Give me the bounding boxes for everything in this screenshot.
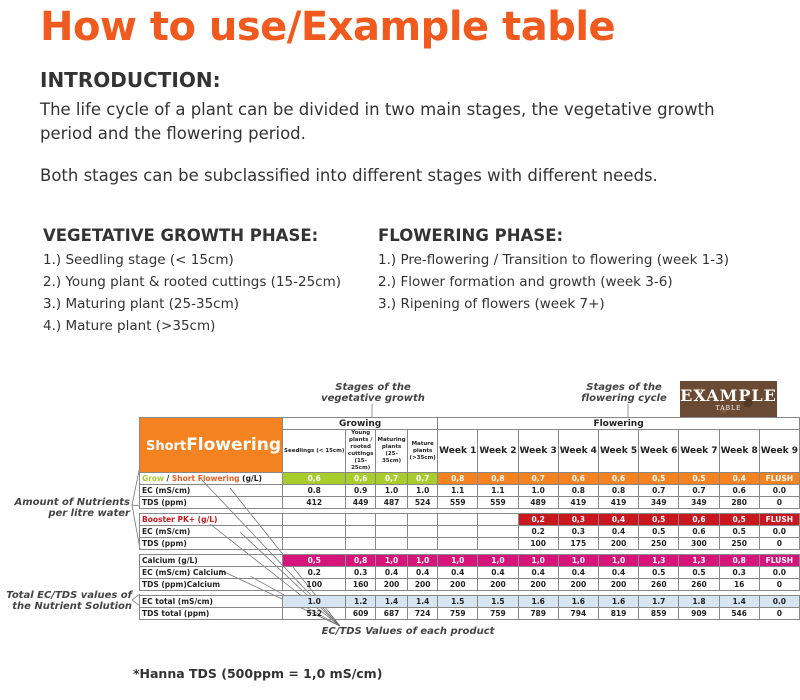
- brand-flowering: Flowering: [186, 435, 282, 455]
- grow-tds-cell: 349: [679, 497, 719, 509]
- badge-subtitle: TABLE: [715, 405, 742, 412]
- calcium-ec-row: [140, 567, 800, 579]
- calcium-tds-cell: 200: [408, 579, 438, 591]
- calcium-tds-cell: 260: [639, 579, 679, 591]
- calcium-tds-cell: 200: [598, 579, 638, 591]
- calcium-ec-cell: 0.4: [438, 567, 478, 579]
- grow-tds-cell: 487: [375, 497, 407, 509]
- booster-ec-cell: [408, 526, 438, 538]
- total-tds-cell: 789: [518, 608, 558, 620]
- note-amount-nutrients: Amount of Nutrients per litre water: [14, 497, 130, 519]
- calcium-dose-cell: 1,0: [438, 555, 478, 567]
- calcium-dose-cell: 1,0: [375, 555, 407, 567]
- col-header-veg: Young plants / rooted cuttings (15-25cm): [346, 430, 376, 473]
- total-tds-cell: 759: [438, 608, 478, 620]
- total-tds-label: TDS total (ppm): [140, 608, 283, 620]
- brand-short: Short: [146, 439, 187, 454]
- col-header-week: Week 1: [438, 430, 478, 473]
- booster-dose-cell: [346, 514, 376, 526]
- calcium-ec-cell: 0.2: [283, 567, 346, 579]
- booster-tds-cell: 100: [518, 538, 558, 550]
- grow-dose-cell: 0,4: [719, 473, 759, 485]
- grow-tds-cell: 0: [759, 497, 799, 509]
- note-flowering-stages: Stages of the flowering cycle: [581, 382, 667, 404]
- calcium-tds-cell: 200: [375, 579, 407, 591]
- col-header-veg: Maturing plants (25-35cm): [375, 430, 407, 473]
- calcium-dose-cell: 1,0: [598, 555, 638, 567]
- booster-ec-cell: [283, 526, 346, 538]
- calcium-ec-cell: 0.3: [346, 567, 376, 579]
- brand-logo: [140, 418, 283, 473]
- calcium-dose-row: [140, 555, 800, 567]
- booster-tds-cell: [283, 538, 346, 550]
- booster-dose-cell: [408, 514, 438, 526]
- booster-ec-cell: [478, 526, 518, 538]
- grow-label-grow: Grow: [142, 474, 164, 483]
- total-tds-cell: 724: [408, 608, 438, 620]
- grow-ec-cell: 1.1: [478, 485, 518, 497]
- booster-tds-cell: [346, 538, 376, 550]
- total-tds-cell: 687: [375, 608, 407, 620]
- calcium-dose-cell: 1,0: [478, 555, 518, 567]
- col-header-veg: Seedlings (< 15cm): [283, 430, 346, 473]
- note-ec-tds-each: EC/TDS Values of each product: [321, 626, 495, 637]
- grow-ec-cell: 0.8: [558, 485, 598, 497]
- booster-tds-cell: 250: [719, 538, 759, 550]
- grow-ec-cell: 0.7: [679, 485, 719, 497]
- intro-paragraph-1: The life cycle of a plant can be divided in two main stages, the vegetative growth period and the flowering period.: [40, 100, 715, 143]
- grow-label-short: Short Flowering: [171, 474, 240, 483]
- col-header-week: Week 4: [558, 430, 598, 473]
- footnote: *Hanna TDS (500ppm = 1,0 mS/cm): [133, 666, 383, 681]
- total-ec-cell: 1.5: [478, 596, 518, 608]
- booster-tds-cell: [438, 538, 478, 550]
- total-ec-row: [140, 596, 800, 608]
- booster-ec-cell: 0.3: [558, 526, 598, 538]
- col-header-week: Week 6: [639, 430, 679, 473]
- total-ec-cell: 1.6: [598, 596, 638, 608]
- calcium-tds-row: [140, 579, 800, 591]
- booster-dose-cell: FLUSH: [759, 514, 799, 526]
- grow-dose-cell: 0,8: [478, 473, 518, 485]
- total-ec-cell: 1.4: [408, 596, 438, 608]
- booster-dose-cell: 0,6: [679, 514, 719, 526]
- vegetative-heading: VEGETATIVE GROWTH PHASE:: [43, 226, 319, 245]
- grow-dose-cell: 0,7: [375, 473, 407, 485]
- total-tds-cell: 794: [558, 608, 598, 620]
- grow-ec-cell: 1.0: [408, 485, 438, 497]
- total-ec-cell: 1.0: [283, 596, 346, 608]
- calcium-tds-cell: 200: [518, 579, 558, 591]
- badge-title: EXAMPLE: [680, 386, 777, 405]
- calcium-ec-cell: 0.4: [478, 567, 518, 579]
- example-table: [139, 417, 800, 620]
- total-ec-cell: 1.6: [558, 596, 598, 608]
- total-tds-row: [140, 608, 800, 620]
- total-tds-cell: 909: [679, 608, 719, 620]
- grow-dose-row: [140, 473, 800, 485]
- calcium-tds-cell: 16: [719, 579, 759, 591]
- grow-tds-cell: 349: [639, 497, 679, 509]
- booster-tds-row: [140, 538, 800, 550]
- grow-ec-cell: 0.6: [719, 485, 759, 497]
- calcium-dose-cell: 1,0: [408, 555, 438, 567]
- grow-dose-cell: 0,7: [408, 473, 438, 485]
- booster-ec-cell: 0.2: [518, 526, 558, 538]
- grow-ec-cell: 0.0: [759, 485, 799, 497]
- total-ec-cell: 1.6: [518, 596, 558, 608]
- booster-tds-cell: [478, 538, 518, 550]
- booster-ec-row: [140, 526, 800, 538]
- total-tds-cell: 859: [639, 608, 679, 620]
- booster-ec-cell: 0.5: [719, 526, 759, 538]
- calcium-ec-label: EC (mS/cm) Calcium: [140, 567, 283, 579]
- grow-dose-cell: 0,6: [283, 473, 346, 485]
- grow-tds-cell: 489: [518, 497, 558, 509]
- grow-ec-row: [140, 485, 800, 497]
- booster-dose-cell: [478, 514, 518, 526]
- grow-dose-cell: 0,6: [598, 473, 638, 485]
- booster-dose-label: Booster PK+ (g/L): [140, 514, 283, 526]
- col-header-week: Week 7: [679, 430, 719, 473]
- total-ec-cell: 1.4: [719, 596, 759, 608]
- calcium-dose-cell: FLUSH: [759, 555, 799, 567]
- grow-tds-cell: 280: [719, 497, 759, 509]
- intro-heading: INTRODUCTION:: [40, 68, 221, 92]
- total-tds-cell: 609: [346, 608, 376, 620]
- col-header-week: Week 3: [518, 430, 558, 473]
- calcium-tds-cell: 200: [558, 579, 598, 591]
- total-ec-cell: 1.8: [679, 596, 719, 608]
- grow-label-sep: /: [163, 474, 172, 483]
- note-vegetative-stages: Stages of the vegetative growth: [321, 382, 425, 404]
- grow-ec-cell: 1.0: [375, 485, 407, 497]
- booster-tds-cell: 0: [759, 538, 799, 550]
- note-total-ec-tds: Total EC/TDS values of the Nutrient Solution: [6, 590, 132, 612]
- col-header-week: Week 9: [759, 430, 799, 473]
- grow-ec-cell: 1.1: [438, 485, 478, 497]
- flowering-item: 2.) Flower formation and growth (week 3-6): [378, 274, 673, 290]
- grow-tds-label: TDS (ppm): [140, 497, 283, 509]
- calcium-ec-cell: 0.5: [679, 567, 719, 579]
- booster-dose-cell: 0,4: [598, 514, 638, 526]
- calcium-tds-cell: 200: [478, 579, 518, 591]
- booster-dose-cell: 0,3: [558, 514, 598, 526]
- booster-ec-cell: 0.5: [639, 526, 679, 538]
- grow-dose-cell: FLUSH: [759, 473, 799, 485]
- booster-dose-cell: 0,2: [518, 514, 558, 526]
- grow-dose-cell: 0,6: [558, 473, 598, 485]
- calcium-ec-cell: 0.4: [408, 567, 438, 579]
- flowering-item: 1.) Pre-flowering / Transition to flowering (week 1-3): [378, 252, 730, 268]
- booster-ec-cell: [375, 526, 407, 538]
- grow-tds-row: [140, 497, 800, 509]
- booster-tds-cell: 200: [598, 538, 638, 550]
- vegetative-item: 3.) Maturing plant (25-35cm): [43, 296, 239, 312]
- calcium-dose-cell: 1,3: [639, 555, 679, 567]
- total-tds-cell: 759: [478, 608, 518, 620]
- booster-ec-cell: 0.0: [759, 526, 799, 538]
- total-ec-cell: 1.7: [639, 596, 679, 608]
- grow-tds-cell: 449: [346, 497, 376, 509]
- grow-dose-label: [140, 473, 283, 485]
- vegetative-item: 4.) Mature plant (>35cm): [43, 318, 216, 334]
- grow-dose-cell: 0,5: [639, 473, 679, 485]
- col-header-week: Week 5: [598, 430, 638, 473]
- booster-dose-row: [140, 514, 800, 526]
- calcium-tds-cell: 260: [679, 579, 719, 591]
- calcium-tds-cell: 200: [438, 579, 478, 591]
- grow-tds-cell: 524: [408, 497, 438, 509]
- booster-tds-cell: 300: [679, 538, 719, 550]
- grow-ec-cell: 0.7: [639, 485, 679, 497]
- calcium-dose-cell: 1,0: [518, 555, 558, 567]
- total-ec-cell: 1.2: [346, 596, 376, 608]
- col-header-veg: Mature plants (>35cm): [408, 430, 438, 473]
- calcium-ec-cell: 0.4: [375, 567, 407, 579]
- calcium-dose-cell: 1,3: [679, 555, 719, 567]
- flowering-heading: FLOWERING PHASE:: [378, 226, 564, 245]
- calcium-dose-cell: 0,5: [283, 555, 346, 567]
- total-ec-cell: 1.4: [375, 596, 407, 608]
- page-title: How to use/Example table: [40, 4, 616, 50]
- calcium-dose-cell: 0,8: [346, 555, 376, 567]
- grow-ec-cell: 0.8: [283, 485, 346, 497]
- col-header-week: Week 8: [719, 430, 759, 473]
- booster-dose-cell: [438, 514, 478, 526]
- calcium-tds-cell: 100: [283, 579, 346, 591]
- header-growing: Growing: [283, 418, 438, 430]
- calcium-ec-cell: 0.5: [639, 567, 679, 579]
- calcium-tds-label: TDS (ppm)Calcium: [140, 579, 283, 591]
- calcium-ec-cell: 0.4: [558, 567, 598, 579]
- vegetative-item: 2.) Young plant & rooted cuttings (15-25cm): [43, 274, 342, 290]
- booster-dose-cell: 0,5: [719, 514, 759, 526]
- booster-tds-cell: [375, 538, 407, 550]
- booster-tds-label: TDS (ppm): [140, 538, 283, 550]
- booster-ec-cell: [346, 526, 376, 538]
- booster-dose-cell: 0,5: [639, 514, 679, 526]
- flowering-item: 3.) Ripening of flowers (week 7+): [378, 296, 605, 312]
- total-tds-cell: 512: [283, 608, 346, 620]
- grow-dose-cell: 0,5: [679, 473, 719, 485]
- calcium-ec-cell: 0.4: [518, 567, 558, 579]
- booster-dose-cell: [283, 514, 346, 526]
- calcium-ec-cell: 0.3: [719, 567, 759, 579]
- grow-tds-cell: 559: [438, 497, 478, 509]
- col-header-week: Week 2: [478, 430, 518, 473]
- booster-ec-label: EC (mS/cm): [140, 526, 283, 538]
- total-ec-cell: 1.5: [438, 596, 478, 608]
- total-tds-cell: 819: [598, 608, 638, 620]
- calcium-tds-cell: 160: [346, 579, 376, 591]
- grow-tds-cell: 412: [283, 497, 346, 509]
- calcium-ec-cell: 0.4: [598, 567, 638, 579]
- total-tds-cell: 546: [719, 608, 759, 620]
- booster-ec-cell: 0.6: [679, 526, 719, 538]
- total-ec-cell: 0.0: [759, 596, 799, 608]
- booster-ec-cell: [438, 526, 478, 538]
- booster-tds-cell: [408, 538, 438, 550]
- grow-tds-cell: 559: [478, 497, 518, 509]
- booster-dose-cell: [375, 514, 407, 526]
- grow-dose-cell: 0,7: [518, 473, 558, 485]
- vegetative-item: 1.) Seedling stage (< 15cm): [43, 252, 234, 268]
- calcium-tds-cell: 0: [759, 579, 799, 591]
- grow-dose-cell: 0,8: [438, 473, 478, 485]
- grow-dose-cell: 0,6: [346, 473, 376, 485]
- header-flowering: Flowering: [438, 418, 800, 430]
- calcium-ec-cell: 0.0: [759, 567, 799, 579]
- grow-ec-cell: 1.0: [518, 485, 558, 497]
- booster-tds-cell: 175: [558, 538, 598, 550]
- calcium-dose-cell: 0,8: [719, 555, 759, 567]
- booster-tds-cell: 250: [639, 538, 679, 550]
- grow-label-unit: (g/L): [239, 474, 262, 483]
- intro-paragraph-2: Both stages can be subclassified into different stages with different needs.: [40, 166, 658, 185]
- total-ec-label: EC total (mS/cm): [140, 596, 283, 608]
- grow-ec-cell: 0.9: [346, 485, 376, 497]
- calcium-dose-cell: 1,0: [558, 555, 598, 567]
- calcium-dose-label: Calcium (g/L): [140, 555, 283, 567]
- grow-ec-cell: 0.8: [598, 485, 638, 497]
- grow-tds-cell: 419: [558, 497, 598, 509]
- booster-ec-cell: 0.4: [598, 526, 638, 538]
- grow-ec-label: EC (mS/cm): [140, 485, 283, 497]
- grow-tds-cell: 419: [598, 497, 638, 509]
- total-tds-cell: 0: [759, 608, 799, 620]
